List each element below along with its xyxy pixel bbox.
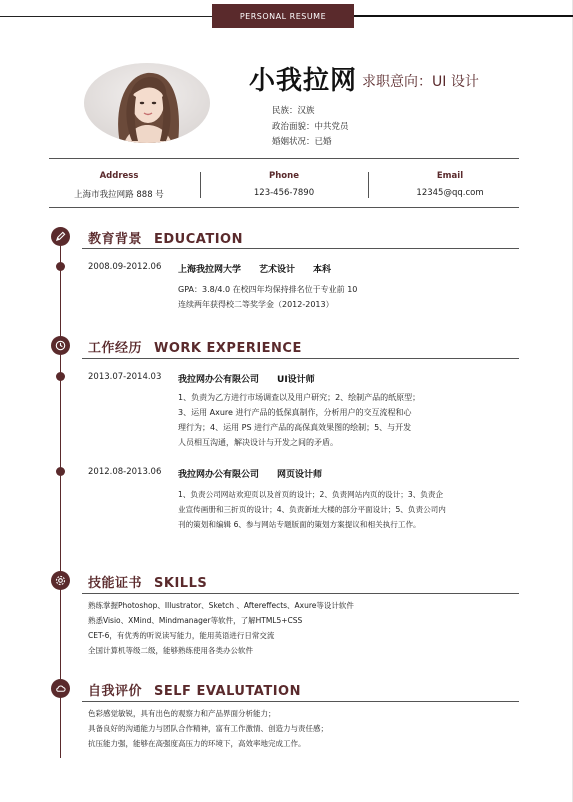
- edu-major: 艺术设计: [259, 265, 296, 275]
- section-title-self: [88, 680, 301, 699]
- work-line: 1、负责公司网站欢迎页以及首页的设计；2、负责网站内页的设计；3、负责企: [178, 490, 444, 499]
- section-title-cn: 教育背景: [88, 232, 143, 247]
- section-title-en: WORK EXPERIENCE: [154, 341, 302, 356]
- section-title-cn: 技能证书: [88, 576, 143, 591]
- section-title-cn: 自我评价: [88, 684, 143, 699]
- work-company: 我拉网办公有限公司: [178, 470, 260, 480]
- work-date: 2013.07-2014.03: [88, 372, 162, 382]
- portrait-image: [84, 63, 210, 143]
- avatar: [84, 63, 210, 143]
- contact-phone-value: 123-456-7890: [253, 188, 315, 198]
- self-line: 具备良好的沟通能力与团队合作精神，富有工作激情、创造力与责任感；: [88, 724, 328, 733]
- candidate-name: 小我拉网: [249, 66, 358, 96]
- info-political: 政治面貌：中共党员: [272, 122, 349, 132]
- work-desc: [178, 390, 478, 450]
- timeline-dot: [56, 262, 65, 271]
- gear-icon: [51, 571, 70, 590]
- job-intent: 求职意向：UI 设计: [362, 74, 479, 90]
- work-company: 我拉网办公有限公司: [178, 375, 260, 385]
- edu-date: 2008.09-2012.06: [88, 262, 162, 272]
- self-line: 抗压能力强，能够在高强度高压力的环境下，高效率地完成工作。: [88, 739, 306, 748]
- info-ethnicity: 民族：汉族: [272, 106, 315, 116]
- section-rule: [82, 358, 519, 359]
- edu-school: 上海我拉网大学: [178, 265, 242, 275]
- work-line: 刊的策划和编辑 6、参与网站专题版面的策划方案提议和相关执行工作。: [178, 520, 421, 529]
- work-line: 1、负责为乙方进行市场调查以及用户研究；2、绘制产品的纸原型；: [178, 393, 421, 402]
- work-line: 3、运用 Axure 进行产品的低保真制作，分析用户的交互流程和心: [178, 408, 412, 417]
- pencil-icon: [51, 227, 70, 246]
- skill-line: CET-6，有优秀的听说读写能力，能用英语进行日常交流: [88, 631, 275, 640]
- section-rule: [82, 248, 519, 249]
- skill-line: 熟悉Visio、XMind、Mindmanager等软件，了解HTML5+CSS: [88, 616, 303, 625]
- skills-list: [88, 598, 508, 658]
- edu-desc: [178, 282, 478, 312]
- section-title-skills: [88, 572, 207, 591]
- edu-line: GPA：3.8/4.0 在校四年均保持排名位于专业前 10: [178, 285, 358, 294]
- resume-tag: PERSONAL RESUME: [212, 4, 354, 28]
- skill-line: 全国计算机等级二级，能够熟练使用各类办公软件: [88, 646, 253, 655]
- section-title-education: [88, 228, 243, 247]
- section-title-cn: 工作经历: [88, 341, 143, 356]
- section-rule: [82, 593, 519, 594]
- contact-bottom-rule: [49, 207, 519, 208]
- contact-divider: [200, 172, 201, 198]
- timeline-dot: [56, 372, 65, 381]
- skill-line: 熟练掌握Photoshop、Illustrator、Sketch 、Aftereffects、Axure等设计软件: [88, 601, 354, 610]
- edu-header: [178, 262, 349, 275]
- work-line: 人员相互沟通，解决设计与开发之间的矛盾。: [178, 438, 338, 447]
- info-marital: 婚姻状况：已婚: [272, 137, 332, 147]
- work-role: 网页设计师: [277, 470, 323, 480]
- contact-phone-label: Phone: [269, 171, 299, 181]
- contact-email-value: 12345@qq.com: [416, 188, 484, 198]
- clock-icon: [51, 336, 70, 355]
- contact-top-rule: [49, 158, 519, 159]
- contact-divider: [368, 172, 369, 198]
- section-title-en: EDUCATION: [154, 232, 243, 247]
- contact-phone: [209, 171, 359, 198]
- timeline-dot: [56, 467, 65, 476]
- work-role: UI设计师: [277, 375, 315, 385]
- contact-email-label: Email: [436, 171, 464, 181]
- work-header: [178, 467, 340, 480]
- work-desc: [178, 487, 478, 532]
- self-line: 色彩感觉敏锐，具有出色的观察力和产品界面分析能力；: [88, 709, 276, 718]
- self-eval-list: [88, 706, 508, 751]
- edu-degree: 本科: [313, 265, 332, 275]
- section-title-work: [88, 337, 302, 356]
- work-line: 业宣传画册和三折页的设计；4、负责新址大楼的部分平面设计；5、负责公司内: [178, 505, 446, 514]
- top-rule-bold: [352, 15, 573, 17]
- work-line: 理行为；4、运用 PS 进行产品的高保真效果图的绘制；5、与开发: [178, 423, 412, 432]
- contact-address: [44, 171, 194, 200]
- contact-email: [375, 171, 525, 198]
- section-title-en: SKILLS: [154, 576, 208, 591]
- section-rule: [82, 701, 519, 702]
- edu-line: 连续两年获得校二等奖学金（2012-2013）: [178, 300, 334, 309]
- work-date: 2012.08-2013.06: [88, 467, 162, 477]
- cloud-icon: [51, 679, 70, 698]
- contact-address-value: 上海市我拉网路 888 号: [74, 190, 164, 200]
- section-title-en: SELF EVALUTATION: [154, 684, 301, 699]
- contact-address-label: Address: [99, 171, 139, 181]
- work-header: [178, 372, 333, 385]
